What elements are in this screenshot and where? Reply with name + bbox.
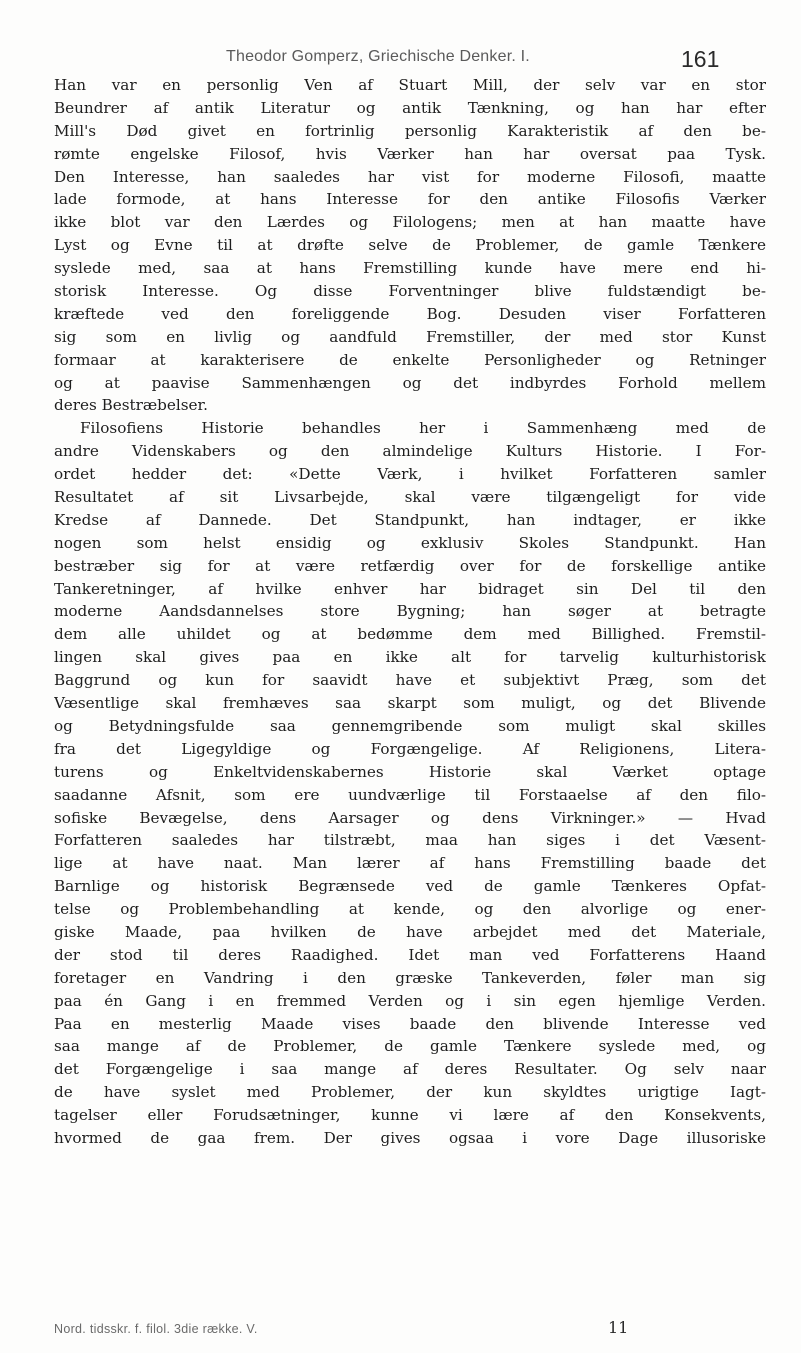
page-number: 161 (681, 46, 720, 72)
text-line: og at paavise Sammenhængen og det indbyrdes Forhold mellem (54, 373, 766, 392)
text-line: lingen skal gives paa en ikke alt for tarvelig kulturhistorisk (54, 648, 766, 667)
text-line: kræftede ved den foreliggende Bog. Desuden viser Forfatteren (54, 304, 766, 323)
text-line: Lyst og Evne til at drøfte selve de Problemer, de gamle Tænkere (54, 236, 766, 255)
sheet-number: 11 (608, 1318, 629, 1337)
paragraph-end-line: deres Bestræbelser. (54, 396, 208, 415)
text-line: ikke blot var den Lærdes og Filologens; men at han maatte have (54, 213, 766, 232)
text-line: giske Maade, paa hvilken de have arbejdet med det Materiale, (54, 922, 766, 941)
text-line: og Betydningsfulde saa gennemgribende som muligt skal skilles (54, 716, 766, 735)
text-line: Barnlige og historisk Begrænsede ved de gamle Tænkeres Opfat- (54, 877, 766, 896)
text-line: saa mange af de Problemer, de gamle Tænkere syslede med, og (54, 1037, 766, 1056)
text-line: Paa en mesterlig Maade vises baade den blivende Interesse ved (54, 1014, 766, 1033)
text-line: Tankeretninger, af hvilke enhver har bidraget sin Del til den (54, 579, 766, 598)
text-line: paa én Gang i en fremmed Verden og i sin egen hjemlige Verden. (54, 991, 766, 1010)
text-line: tagelser eller Forudsætninger, kunne vi lære af den Konsekvents, (54, 1106, 766, 1125)
text-line: foretager en Vandring i den græske Tankeverden, føler man sig (54, 968, 766, 987)
text-line: dem alle uhildet og at bedømme dem med Billighed. Fremstil- (54, 625, 766, 644)
text-line: lige at have naat. Man lærer af hans Fremstilling baade det (54, 854, 766, 873)
text-line: nogen som helst ensidig og exklusiv Skoles Standpunkt. Han (54, 533, 766, 552)
text-line: telse og Problembehandling at kende, og den alvorlige og ener- (54, 900, 766, 919)
text-line: Han var en personlig Ven af Stuart Mill, der selv var en stor (54, 76, 766, 94)
text-line: formaar at karakterisere de enkelte Personligheder og Retninger (54, 350, 766, 369)
paragraph-start-line: Filosofiens Historie behandles her i Sammenhæng med de (80, 419, 766, 438)
text-line: sig som en livlig og aandfuld Fremstiller, der med stor Kunst (54, 327, 766, 346)
running-title: Theodor Gomperz, Griechische Denker. I. (226, 48, 530, 65)
text-line: der stod til deres Raadighed. Idet man ved Forfatterens Haand (54, 945, 766, 964)
text-line: Mill's Død givet en fortrinlig personlig Karakteristik af den be- (54, 121, 766, 140)
body-text (54, 74, 766, 1150)
text-line: Væsentlige skal fremhæves saa skarpt som muligt, og det Blivende (54, 694, 766, 713)
text-line: det Forgængelige i saa mange af deres Resultater. Og selv naar (54, 1060, 766, 1079)
text-line: fra det Ligegyldige og Forgængelige. Af Religionens, Litera- (54, 739, 766, 758)
text-line: sofiske Bevægelse, dens Aarsager og dens Virkninger.» — Hvad (54, 808, 766, 827)
text-line: de have syslet med Problemer, der kun skyldtes urigtige Iagt- (54, 1083, 766, 1102)
text-line: Kredse af Dannede. Det Standpunkt, han indtager, er ikke (54, 510, 766, 529)
text-line: syslede med, saa at hans Fremstilling kunde have mere end hi- (54, 259, 766, 278)
text-line: bestræber sig for at være retfærdig over for de forskellige antike (54, 556, 766, 575)
text-line: storisk Interesse. Og disse Forventninger blive fuldstændigt be- (54, 282, 766, 301)
text-line: hvormed de gaa frem. Der gives ogsaa i vore Dage illusoriske (54, 1128, 766, 1147)
text-line: saadanne Afsnit, som ere uundværlige til Forstaaelse af den filo- (54, 785, 766, 804)
text-line: rømte engelske Filosof, hvis Værker han har oversat paa Tysk. (54, 144, 766, 163)
text-line: Baggrund og kun for saavidt have et subjektivt Præg, som det (54, 671, 766, 690)
text-line: Forfatteren saaledes har tilstræbt, maa han siges i det Væsent- (54, 831, 766, 850)
text-line: andre Videnskabers og den almindelige Kulturs Historie. I For- (54, 442, 766, 461)
text-line: ordet hedder det: «Dette Værk, i hvilket Forfatteren samler (54, 465, 766, 484)
text-line: turens og Enkeltvidenskabernes Historie skal Værket optage (54, 762, 766, 781)
text-line: lade formode, at hans Interesse for den antike Filosofis Værker (54, 190, 766, 209)
journal-signature: Nord. tidsskr. f. filol. 3die række. V. (54, 1322, 258, 1336)
text-line: moderne Aandsdannelses store Bygning; han søger at betragte (54, 602, 766, 621)
text-line: Beundrer af antik Literatur og antik Tænkning, og han har efter (54, 98, 766, 117)
text-line: Resultatet af sit Livsarbejde, skal være tilgængeligt for vide (54, 488, 766, 507)
text-line: Den Interesse, han saaledes har vist for moderne Filosofi, maatte (54, 167, 766, 186)
